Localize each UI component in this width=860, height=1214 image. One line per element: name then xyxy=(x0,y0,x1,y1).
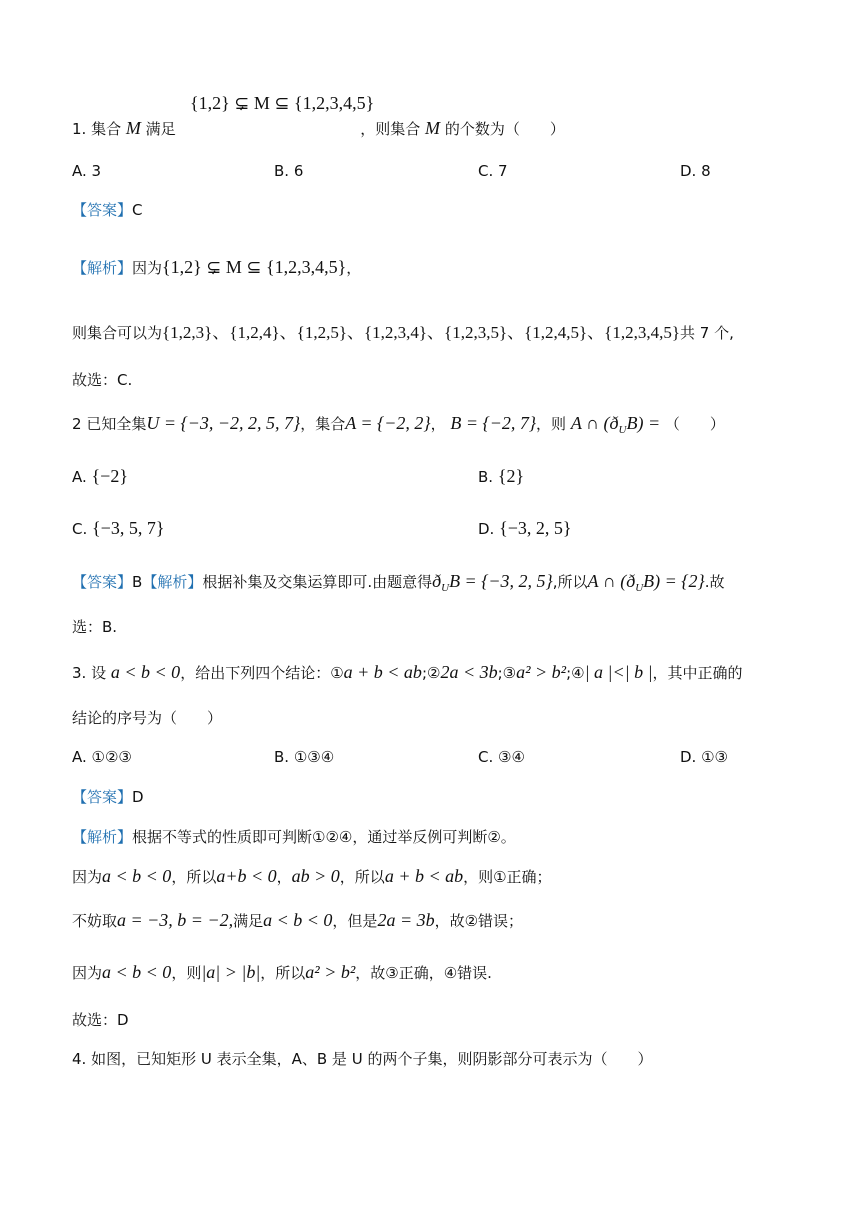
q3-answer xyxy=(72,786,144,808)
q3-text-a: 设 xyxy=(91,664,107,682)
q1-text-c: ，则集合 xyxy=(360,120,421,138)
q1-analysis-text: 因为 xyxy=(132,259,163,277)
q2-option-d-math: {−3, 2, 5} xyxy=(499,518,572,538)
q2-expr-end: B) = xyxy=(626,413,661,433)
q1-condition-math: {1,2} ⊊ M ⊆ {1,2,3,4,5} xyxy=(190,93,375,113)
q3-a4-m3: a² > b² xyxy=(305,962,356,982)
q2-u-set: U = {−3, −2, 2, 5, 7} xyxy=(146,413,301,433)
q1-answer-value: C xyxy=(132,201,143,219)
q3-a3-4: ，故②错误； xyxy=(434,912,524,930)
q1-condition xyxy=(190,92,374,115)
q3-number: 3. xyxy=(72,664,87,682)
q2-option-d xyxy=(478,518,572,539)
q1-text-b: 满足 xyxy=(145,120,176,138)
q3-a2-5: ，则①正确； xyxy=(463,868,552,886)
q2-option-d-label: D. xyxy=(478,520,495,538)
q1-analysis-2 xyxy=(72,322,734,344)
q1-option-b: B. 6 xyxy=(274,162,304,180)
q1-stem xyxy=(72,117,565,140)
q3-a3-m3: 2a = 3b xyxy=(377,910,435,930)
q2-analysis-end: .故 xyxy=(704,573,725,591)
q3-sep4: ;④ xyxy=(566,664,585,682)
q3-a4-2: ，则 xyxy=(171,964,202,982)
q1-analysis-2-prefix: 则集合可以为 xyxy=(72,324,163,342)
analysis-tag: 【解析】 xyxy=(142,573,203,591)
q2-expr-sub: U xyxy=(618,424,627,436)
q2-analysis-mid: ,所以 xyxy=(552,573,588,591)
q2-option-c-math: {−3, 5, 7} xyxy=(92,518,165,538)
q2-option-b-label: B. xyxy=(478,468,494,486)
q1-answer xyxy=(72,199,143,221)
q2-option-b xyxy=(478,466,524,487)
q3-a2-m3: ab > 0 xyxy=(291,866,340,886)
q2-b-set: B = {−2, 7} xyxy=(450,413,537,433)
q1-analysis-end: ， xyxy=(346,259,362,277)
q1-number: 1. xyxy=(72,120,87,138)
q2-option-b-math: {2} xyxy=(497,466,525,486)
q1-option-d: D. 8 xyxy=(680,162,711,180)
q2-a-set: A = {−2, 2} xyxy=(345,413,431,433)
q3-analysis-1 xyxy=(72,826,516,848)
q3-a2-m2: a+b < 0 xyxy=(216,866,277,886)
answer-tag: 【答案】 xyxy=(72,201,133,219)
q1-option-c: C. 7 xyxy=(478,162,508,180)
q2-text-a: 已知全集 xyxy=(86,415,147,433)
q3-stem xyxy=(72,661,743,684)
q3-analysis-3 xyxy=(72,909,523,932)
q3-a4-1: 因为 xyxy=(72,964,103,982)
q3-c1: a + b < ab xyxy=(343,662,422,682)
q3-option-d: D. ①③ xyxy=(680,748,728,766)
analysis-tag: 【解析】 xyxy=(72,259,133,277)
q2-option-c-label: C. xyxy=(72,520,88,538)
q3-analysis-2 xyxy=(72,865,552,888)
q3-c3: a² > b² xyxy=(516,662,567,682)
answer-tag: 【答案】 xyxy=(72,573,133,591)
q3-a3-2: 满足 xyxy=(233,912,264,930)
q3-stem-line2: 结论的序号为（ ） xyxy=(72,709,223,727)
q3-text-c: ，其中正确的 xyxy=(652,664,743,682)
q2-option-a-math: {−2} xyxy=(91,466,128,486)
q3-answer-value: D xyxy=(132,788,144,806)
q3-text-b: ，给出下列四个结论：① xyxy=(180,664,344,682)
answer-tag: 【答案】 xyxy=(72,788,133,806)
q3-sep3: ;③ xyxy=(497,664,517,682)
q1-analysis-2-suffix: 共 7 个, xyxy=(680,324,734,342)
q3-a2-m4: a + b < ab xyxy=(384,866,464,886)
q2-analysis-m1-end: B = {−3, 2, 5} xyxy=(449,571,553,591)
analysis-tag: 【解析】 xyxy=(72,828,133,846)
q2-stem xyxy=(72,412,725,441)
q3-a2-m1: a < b < 0 xyxy=(102,866,172,886)
q2-answer-value: B xyxy=(132,573,143,591)
q2-text-b: ，集合 xyxy=(300,415,346,433)
q3-a2-1: 因为 xyxy=(72,868,103,886)
q4-text: 如图，已知矩形 U 表示全集，A、B 是 U 的两个子集，则阴影部分可表示为（ ） xyxy=(91,1050,653,1068)
q1-var-m: M xyxy=(125,118,141,138)
q3-option-a: A. ①②③ xyxy=(72,748,132,766)
q3-cond: a < b < 0 xyxy=(110,662,181,682)
q2-text-c: ， xyxy=(430,415,446,433)
q3-a2-4: ，所以 xyxy=(339,868,385,886)
q4-stem xyxy=(72,1048,652,1070)
q3-a2-3: ， xyxy=(276,868,292,886)
q3-option-b: B. ①③④ xyxy=(274,748,335,766)
q2-number: 2 xyxy=(72,415,82,433)
q2-analysis-text: 根据补集及交集运算即可.由题意得 xyxy=(202,573,433,591)
q3-a3-m1: a = −3, b = −2, xyxy=(117,910,234,930)
q3-a2-2: ，所以 xyxy=(171,868,217,886)
q1-option-a: A. 3 xyxy=(72,162,102,180)
q1-text-a: 集合 xyxy=(91,120,122,138)
q3-a4-m2: |a| > |b| xyxy=(201,962,261,982)
q2-paren: （ ） xyxy=(664,415,725,433)
q1-analysis-math: {1,2} ⊊ M ⊆ {1,2,3,4,5} xyxy=(162,257,347,277)
q3-a4-3: ，所以 xyxy=(260,964,306,982)
q2-analysis-m1-sub: U xyxy=(441,582,450,594)
q3-option-c: C. ③④ xyxy=(478,748,525,766)
q2-text-d: ，则 xyxy=(536,415,567,433)
q2-option-a-label: A. xyxy=(72,468,87,486)
q1-conclusion: 故选：C. xyxy=(72,371,133,389)
q4-number: 4. xyxy=(72,1050,87,1068)
q3-a4-4: ，故③正确，④错误. xyxy=(355,964,492,982)
q1-text-d: 的个数为（ ） xyxy=(444,120,565,138)
q1-analysis-2-math: {1,2,3}、{1,2,4}、{1,2,5}、{1,2,3,4}、{1,2,3,5}、{1,2,4,5}、{1,2,3,4,5} xyxy=(162,323,681,342)
q2-analysis-m2-sub: U xyxy=(635,582,644,594)
q2-analysis-m1: ð xyxy=(432,571,442,591)
q2-analysis-line2: 选：B. xyxy=(72,618,118,636)
q3-a4-m1: a < b < 0 xyxy=(102,962,172,982)
q3-sep2: ;② xyxy=(421,664,441,682)
q3-a3-m2: a < b < 0 xyxy=(263,910,333,930)
q2-analysis-m2-end: B) = {2} xyxy=(643,571,705,591)
q3-c2: 2a < 3b xyxy=(440,662,498,682)
q2-option-a xyxy=(72,466,128,487)
q2-expr: A ∩ (ð xyxy=(570,413,619,433)
q2-option-c xyxy=(72,518,164,539)
q3-c4: | a |<| b | xyxy=(584,662,653,682)
q3-analysis-1-text: 根据不等式的性质即可判断①②④，通过举反例可判断②。 xyxy=(132,828,516,846)
q3-conclusion: 故选：D xyxy=(72,1011,129,1029)
q3-a3-1: 不妨取 xyxy=(72,912,118,930)
q3-a3-3: ，但是 xyxy=(332,912,378,930)
q2-analysis-m2: A ∩ (ð xyxy=(587,571,636,591)
q2-answer-analysis xyxy=(72,570,724,599)
q1-var-m2: M xyxy=(425,118,441,138)
q1-analysis-1 xyxy=(72,256,361,279)
q3-analysis-4 xyxy=(72,961,492,984)
